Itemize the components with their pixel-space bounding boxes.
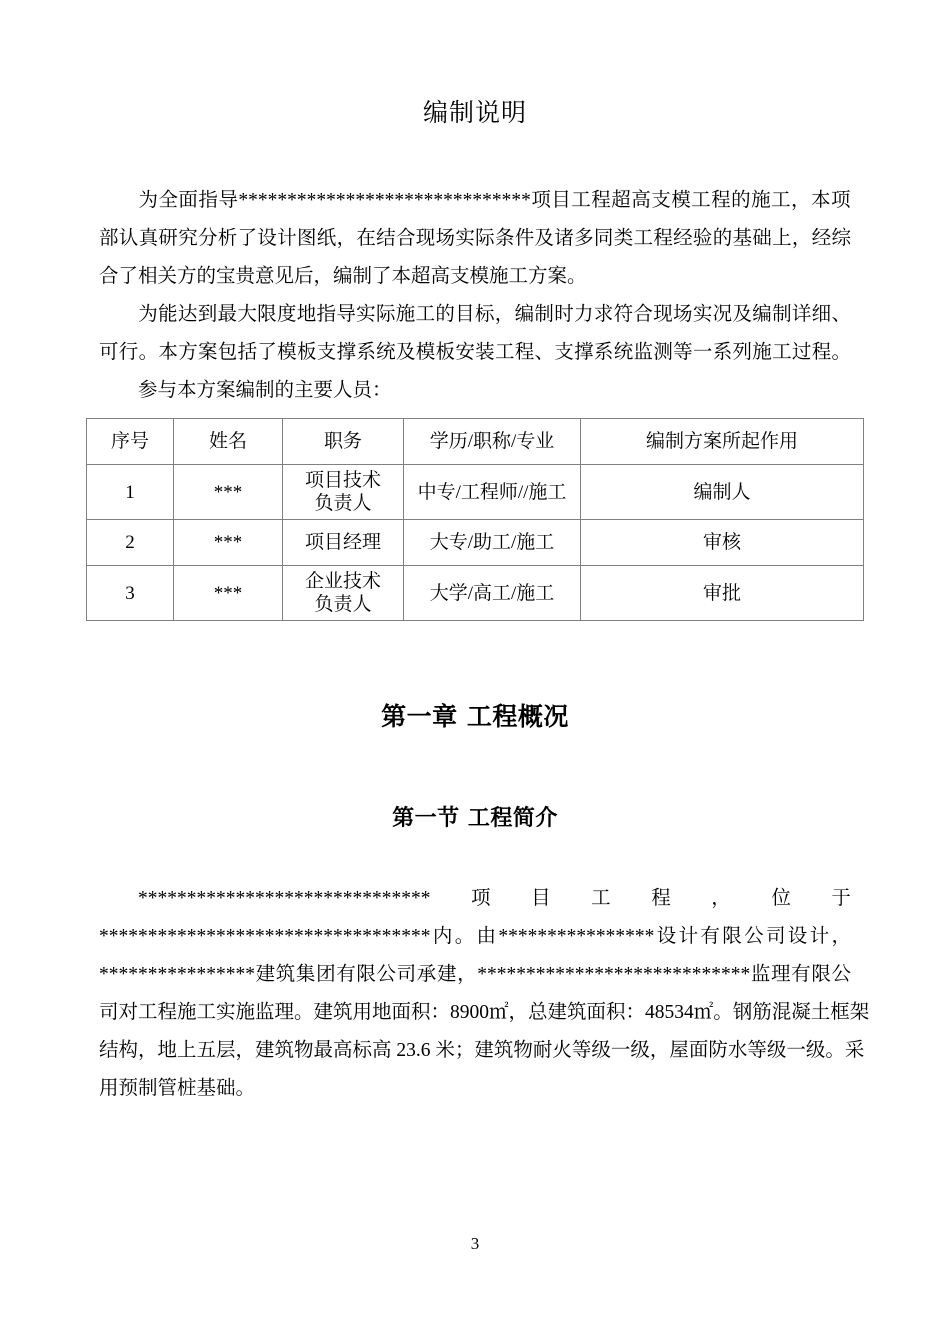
overview-char: 位 bbox=[771, 888, 791, 909]
overview-line: 司对工程施工实施监理。建筑用地面积：8900㎡，总建筑面积：48534㎡。钢筋混凝土框架 bbox=[99, 1002, 870, 1023]
table-cell-education: 中专/工程师//施工 bbox=[404, 465, 581, 520]
table-cell-education: 大专/助工/施工 bbox=[404, 520, 581, 566]
table-row bbox=[87, 465, 864, 520]
table-row bbox=[87, 566, 864, 621]
paragraph-personnel-lead bbox=[99, 372, 851, 410]
table-cell-duty bbox=[283, 465, 404, 520]
text-fragment: 设计有限公司设计， bbox=[654, 926, 851, 947]
text-fragment: 内。由 bbox=[430, 926, 499, 947]
paragraph-goal bbox=[99, 296, 851, 372]
table-cell-duty: 项目经理 bbox=[283, 520, 404, 566]
paragraph-purpose bbox=[99, 182, 851, 296]
table-row bbox=[87, 520, 864, 566]
overview-char: 目 bbox=[531, 888, 551, 909]
table-cell-seq: 3 bbox=[87, 566, 174, 621]
overview-char: ， bbox=[711, 888, 731, 909]
intro-section bbox=[99, 126, 851, 410]
text-fragment: 为全面指导 bbox=[138, 190, 239, 211]
table-cell-seq: 1 bbox=[87, 465, 174, 520]
table-cell-name: *** bbox=[174, 566, 283, 621]
redacted-stars: **************** bbox=[99, 964, 255, 985]
table-header-cell: 职务 bbox=[283, 419, 404, 465]
paragraph-line: 合了相关方的宝贵意见后，编制了本超高支模施工方案。 bbox=[99, 266, 587, 287]
paragraph-line bbox=[99, 296, 851, 334]
table-cell-duty bbox=[283, 566, 404, 621]
table-cell-role: 审批 bbox=[581, 566, 864, 621]
table-cell-role: 编制人 bbox=[581, 465, 864, 520]
paragraph-line: 部认真研究分析了设计图纸，在结合现场实际条件及诸多同类工程经验的基础上，经综 bbox=[99, 228, 851, 249]
redacted-stars: **************** bbox=[498, 926, 655, 947]
text-fragment: 项目工程超高支模工程的施工，本项 bbox=[530, 190, 851, 211]
duty-line-1: 企业技术 bbox=[304, 571, 381, 592]
text-fragment: 监理有限公 bbox=[750, 964, 851, 985]
redacted-stars: ********************************** bbox=[99, 926, 431, 947]
overview-char: 程 bbox=[651, 888, 671, 909]
table-header-cell: 姓名 bbox=[174, 419, 283, 465]
overview-char: 于 bbox=[831, 888, 851, 909]
section-heading: 第一节 工程简介 bbox=[392, 806, 558, 831]
text-fragment: 建筑集团有限公司承建， bbox=[255, 964, 478, 985]
page-number: 3 bbox=[470, 1234, 480, 1253]
overview-line bbox=[99, 956, 851, 994]
chapter-heading: 第一章 工程概况 bbox=[381, 702, 569, 731]
table-header-row bbox=[87, 419, 864, 465]
table-header-cell: 序号 bbox=[87, 419, 174, 465]
duty-line-2: 负责人 bbox=[314, 493, 372, 514]
duty-line-2: 负责人 bbox=[314, 594, 372, 615]
overview-char: 工 bbox=[591, 888, 611, 909]
overview-char: 项 bbox=[471, 888, 491, 909]
redacted-stars: ****************************** bbox=[238, 190, 531, 211]
overview-line-spread bbox=[99, 880, 851, 918]
overview-line bbox=[99, 918, 851, 956]
paragraph-line: 可行。本方案包括了模板支撑系统及模板安装工程、支撑系统监测等一系列施工过程。 bbox=[99, 342, 851, 363]
text-fragment: 为能达到最大限度地指导实际施工的目标，编制时力求符合现场实况及编制详细、 bbox=[138, 304, 851, 325]
table-cell-education: 大学/高工/施工 bbox=[404, 566, 581, 621]
redacted-stars: ****************************** bbox=[138, 888, 431, 909]
overview-line: 结构，地上五层，建筑物最高标高 23.6 米；建筑物耐火等级一级，屋面防水等级一级。采 bbox=[99, 1040, 865, 1061]
overview-line: 用预制管桩基础。 bbox=[99, 1078, 256, 1099]
project-overview-section bbox=[99, 830, 870, 1108]
page-title: 编制说明 bbox=[422, 100, 527, 127]
duty-line-1: 项目技术 bbox=[304, 470, 381, 491]
paragraph-line bbox=[99, 372, 851, 410]
table-cell-name: *** bbox=[174, 520, 283, 566]
table-header-cell: 学历/职称/专业 bbox=[404, 419, 581, 465]
table-cell-role: 审核 bbox=[581, 520, 864, 566]
text-fragment: 参与本方案编制的主要人员： bbox=[138, 380, 392, 401]
paragraph-line bbox=[99, 182, 851, 220]
personnel-table bbox=[86, 418, 864, 621]
redacted-stars: **************************** bbox=[477, 964, 751, 985]
table-header-cell: 编制方案所起作用 bbox=[581, 419, 864, 465]
table-cell-seq: 2 bbox=[87, 520, 174, 566]
table-cell-name: *** bbox=[174, 465, 283, 520]
